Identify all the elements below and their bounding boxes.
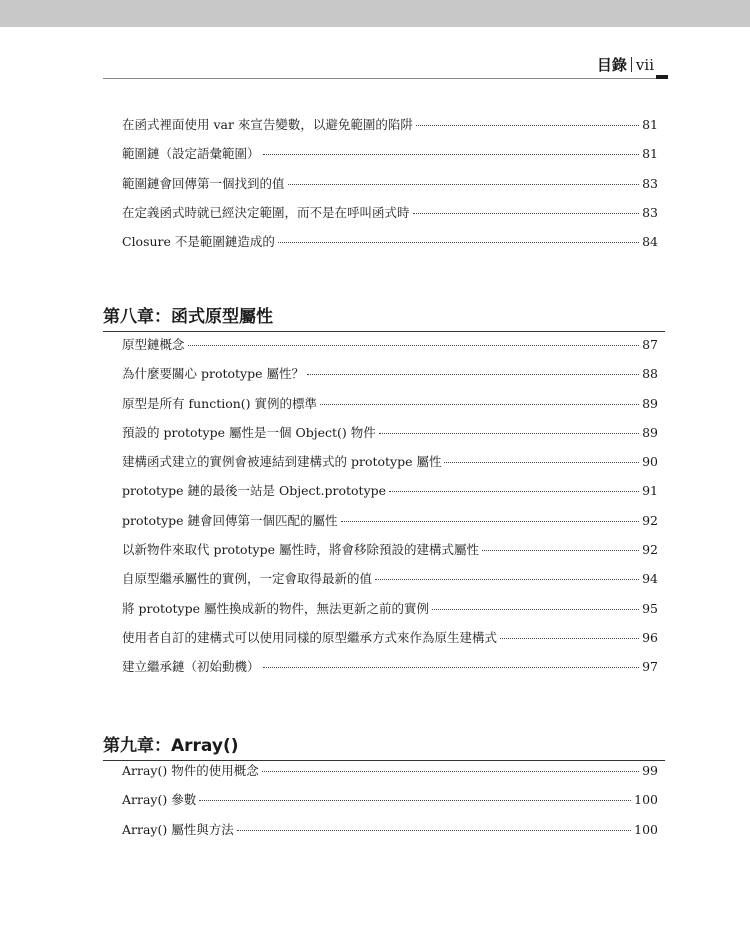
- dot-leader: [432, 609, 639, 610]
- toc-entry-title: 建構函式建立的實例會被連結到建構式的 prototype 屬性: [122, 454, 442, 470]
- toc-entry-title: 使用者自訂的建構式可以使用同樣的原型繼承方式來作為原生建構式: [122, 629, 498, 645]
- dot-leader: [320, 404, 639, 405]
- toc-entry-page: 100: [634, 821, 658, 837]
- toc-entry-page: 95: [642, 600, 658, 616]
- toc-entry-title: 在定義函式時就已經決定範圍，而不是在呼叫函式時: [122, 204, 410, 220]
- toc-entry[interactable]: [122, 423, 658, 452]
- toc-entry-title: 建立繼承鏈（初始動機）: [122, 659, 260, 675]
- header-tab-mark: [656, 75, 668, 79]
- toc-entry[interactable]: [122, 174, 658, 203]
- toc-entry-page: 84: [642, 234, 658, 250]
- chapter-heading: 第九章：Array(): [103, 731, 665, 761]
- toc-list-chapter-9: [122, 761, 658, 849]
- dot-leader: [500, 638, 639, 639]
- toc-entry[interactable]: [122, 511, 658, 540]
- dot-leader: [389, 491, 639, 492]
- header-separator: [631, 57, 632, 72]
- toc-entry[interactable]: [122, 364, 658, 393]
- toc-entry[interactable]: [122, 335, 658, 364]
- toc-entry[interactable]: [122, 628, 658, 657]
- dot-leader: [375, 579, 639, 580]
- toc-entry-page: 83: [642, 204, 658, 220]
- toc-entry-page: 97: [642, 659, 658, 675]
- toc-entry-title: 範圍鏈會回傳第一個找到的值: [122, 175, 285, 191]
- toc-entry-title: prototype 鏈的最後一站是 Object.prototype: [122, 483, 387, 499]
- toc-entry-page: 92: [642, 542, 658, 558]
- dot-leader: [263, 667, 640, 668]
- dot-leader: [237, 830, 631, 831]
- toc-entry-title: 範圍鏈（設定語彙範圍）: [122, 146, 260, 162]
- toc-entry-page: 89: [642, 424, 658, 440]
- header-label: [597, 54, 654, 75]
- toc-entry-page: 91: [642, 483, 658, 499]
- dot-leader: [413, 213, 640, 214]
- dot-leader: [288, 184, 640, 185]
- toc-entry-title: Array() 參數: [122, 792, 197, 808]
- toc-list-chapter-8: [122, 335, 658, 687]
- dot-leader: [482, 550, 639, 551]
- dot-leader: [263, 154, 640, 155]
- toc-entry[interactable]: [122, 657, 658, 686]
- toc-entry-title: 原型是所有 function() 實例的標準: [122, 395, 318, 411]
- dot-leader: [416, 125, 639, 126]
- toc-entry-title: Array() 屬性與方法: [122, 821, 234, 837]
- toc-entry-page: 87: [642, 337, 658, 352]
- dot-leader: [444, 462, 639, 463]
- dot-leader: [379, 433, 639, 434]
- toc-entry-title: 為什麼要關心 prototype 屬性？: [122, 366, 304, 382]
- dot-leader: [199, 800, 631, 801]
- toc-entry[interactable]: [122, 761, 658, 790]
- toc-entry[interactable]: [122, 115, 658, 144]
- toc-entry-title: 自原型繼承屬性的實例，一定會取得最新的值: [122, 571, 373, 587]
- toc-entry-page: 96: [642, 629, 658, 645]
- toc-entry-page: 90: [642, 454, 658, 470]
- toc-entry[interactable]: [122, 481, 658, 510]
- toc-list-continued: [122, 115, 658, 261]
- toc-entry-page: 100: [634, 792, 658, 808]
- header-title: 目錄: [596, 56, 627, 74]
- toc-entry-page: 88: [642, 366, 658, 382]
- toc-entry-page: 94: [642, 571, 658, 587]
- toc-entry[interactable]: [122, 599, 658, 628]
- toc-entry[interactable]: [122, 232, 658, 261]
- toc-entry-title: 預設的 prototype 屬性是一個 Object() 物件: [122, 424, 376, 440]
- toc-entry[interactable]: [122, 569, 658, 598]
- dot-leader: [278, 242, 639, 243]
- running-header: [103, 52, 668, 79]
- toc-entry[interactable]: [122, 540, 658, 569]
- toc-entry-title: prototype 鏈會回傳第一個匹配的屬性: [122, 512, 338, 528]
- toc-entry-title: 原型鏈概念: [122, 337, 185, 352]
- toc-entry-page: 99: [642, 763, 658, 778]
- toc-entry[interactable]: [122, 452, 658, 481]
- dot-leader: [341, 521, 640, 522]
- toc-entry-page: 83: [642, 175, 658, 191]
- dot-leader: [262, 771, 639, 772]
- scan-top-band: [0, 0, 750, 27]
- toc-entry-title: 以新物件來取代 prototype 屬性時，將會移除預設的建構式屬性: [122, 542, 479, 558]
- toc-entry[interactable]: [122, 203, 658, 232]
- toc-entry-title: Array() 物件的使用概念: [122, 763, 259, 778]
- dot-leader: [188, 345, 640, 346]
- toc-entry-title: 在函式裡面使用 var 來宣告變數，以避免範圍的陷阱: [122, 117, 413, 132]
- toc-entry-page: 89: [642, 395, 658, 411]
- chapter-heading: 第八章：函式原型屬性: [103, 302, 665, 332]
- toc-entry[interactable]: [122, 820, 658, 849]
- toc-entry-title: 將 prototype 屬性換成新的物件，無法更新之前的實例: [122, 600, 429, 616]
- toc-entry-page: 92: [642, 512, 658, 528]
- toc-entry[interactable]: [122, 394, 658, 423]
- header-page-number: vii: [635, 56, 654, 74]
- dot-leader: [307, 374, 639, 375]
- toc-entry-page: 81: [642, 146, 658, 162]
- toc-entry-page: 81: [642, 117, 658, 132]
- toc-entry[interactable]: [122, 790, 658, 819]
- toc-entry[interactable]: [122, 144, 658, 173]
- toc-entry-title: Closure 不是範圍鏈造成的: [122, 234, 275, 250]
